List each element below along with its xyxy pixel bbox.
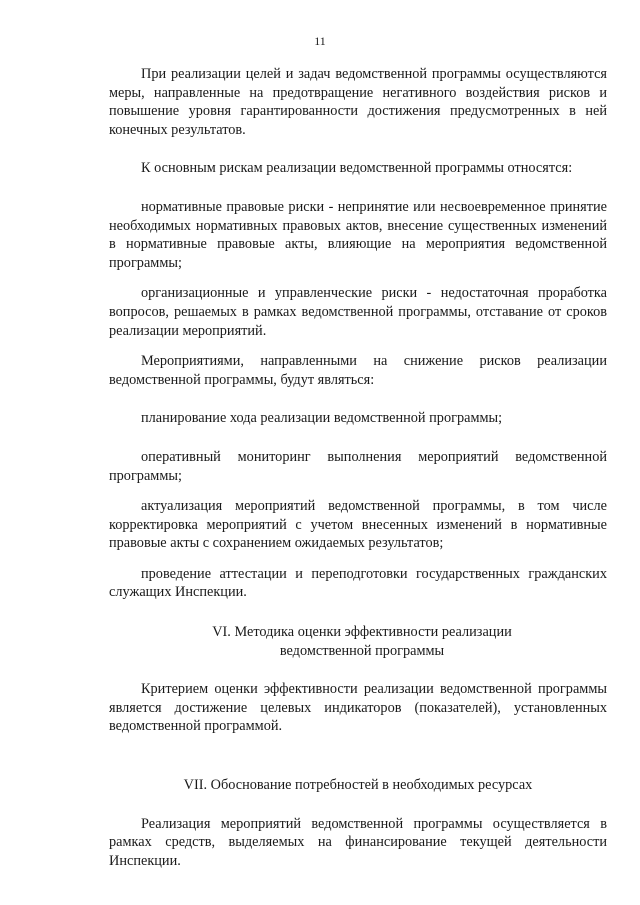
section-6-heading	[109, 623, 607, 660]
section-6-body: Критерием оценки эффективности реализации ведомственной программы является достижение целевых индикаторов (показателей), установленных ведомственной программой.	[109, 681, 607, 735]
paragraph-planning: планирование хода реализации ведомственной программы;	[141, 410, 503, 427]
document-body	[109, 65, 607, 870]
paragraph-monitoring: оперативный мониторинг выполнения мероприятий ведомственной программы;	[109, 448, 607, 484]
paragraph-organizational-risks: организационные и управленческие риски - недостаточная проработка вопросов, решаемых в рамках ведомственной программы, отставание от сроков реализации мероприятий.	[109, 285, 607, 339]
paragraph-risk-measures: При реализации целей и задач ведомственной программы осуществляются меры, направленные на предотвращение негативного воздействия рисков и повышение уровня гарантированности достижения предусмотренных в ней конечных результатов.	[109, 66, 607, 138]
section-6-heading-line-1: VI. Методика оценки эффективности реализации	[212, 624, 512, 641]
paragraph-actualization: актуализация мероприятий ведомственной программы, в том числе корректировка мероприятий с учетом внесенных изменений в нормативные правовые акты с сохранением ожидаемых результатов;	[109, 498, 607, 552]
section-6-heading-line-2: ведомственной программы	[279, 642, 445, 659]
paragraph-legal-risks: нормативные правовые риски - непринятие или несвоевременное принятие необходимых нормативных правовых актов, внесение существенных изменений в нормативные правовые акты, влияющие на мероприятия ведомственной программы;	[109, 198, 607, 271]
paragraph-main-risks: К основным рискам реализации ведомственной программы относятся:	[141, 160, 573, 177]
paragraph-certification: проведение аттестации и переподготовки государственных гражданских служащих Инспекции.	[109, 565, 607, 601]
paragraph-mitigation-measures: Мероприятиями, направленными на снижение рисков реализации ведомственной программы, будут являться:	[109, 353, 607, 388]
section-7-body: Реализация мероприятий ведомственной программы осуществляется в рамках средств, выделяемых на финансирование текущей деятельности Инспекции.	[109, 815, 607, 869]
page-number: 11	[314, 34, 326, 48]
section-7-heading: VII. Обоснование потребностей в необходимых ресурсах	[183, 777, 533, 794]
